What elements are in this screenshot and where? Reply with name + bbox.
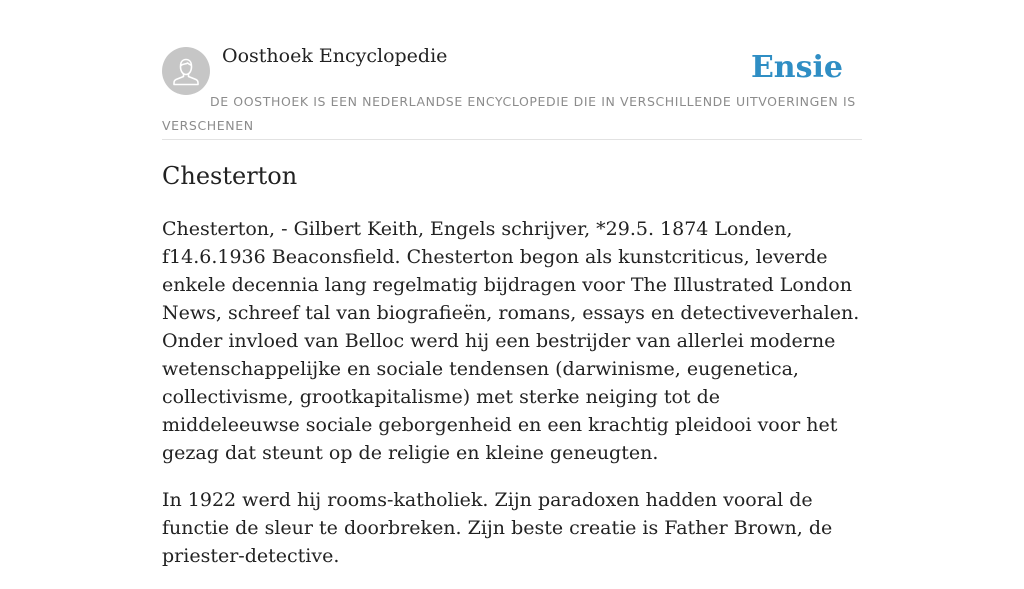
source-description: DE OOSTHOEK IS EEN NEDERLANDSE ENCYCLOPEDIE DIE IN VERSCHILLENDE UITVOERINGEN IS VERSCHENEN — [162, 94, 856, 133]
header-divider — [162, 139, 862, 140]
article-headword: Chesterton — [162, 162, 298, 190]
article-paragraph: Chesterton, - Gilbert Keith, Engels schrijver, *29.5. 1874 Londen, f14.6.1936 Beaconsfield. Chesterton begon als kunstcriticus, leverde enkele decennia lang regelmatig bijdragen voor The Illustrated London News, schreef tal van biografieën, romans, essays en detectiveverhalen. Onder invloed van Belloc werd hij een bestrijder van allerlei moderne wetenschappelijke en sociale tendensen (darwinisme, eugenetica, collectivisme, grootkapitalisme) met sterke neiging tot de middeleeuwse sociale geborgenheid en een krachtig pleidooi voor het gezag dat steunt op de religie en kleine geneugten. — [162, 218, 860, 464]
ensie-logo[interactable]: Ensie — [750, 50, 843, 85]
user-silhouette-icon — [162, 47, 210, 95]
article-paragraph: In 1922 werd hij rooms-katholiek. Zijn paradoxen hadden vooral de functie de sleur te doorbreken. Zijn beste creatie is Father Brown, de priester-detective. — [162, 489, 833, 567]
page — [162, 0, 862, 567]
article-body — [162, 215, 862, 589]
source-avatar[interactable] — [162, 47, 210, 95]
source-title[interactable]: Oosthoek Encyclopedie — [222, 45, 448, 67]
